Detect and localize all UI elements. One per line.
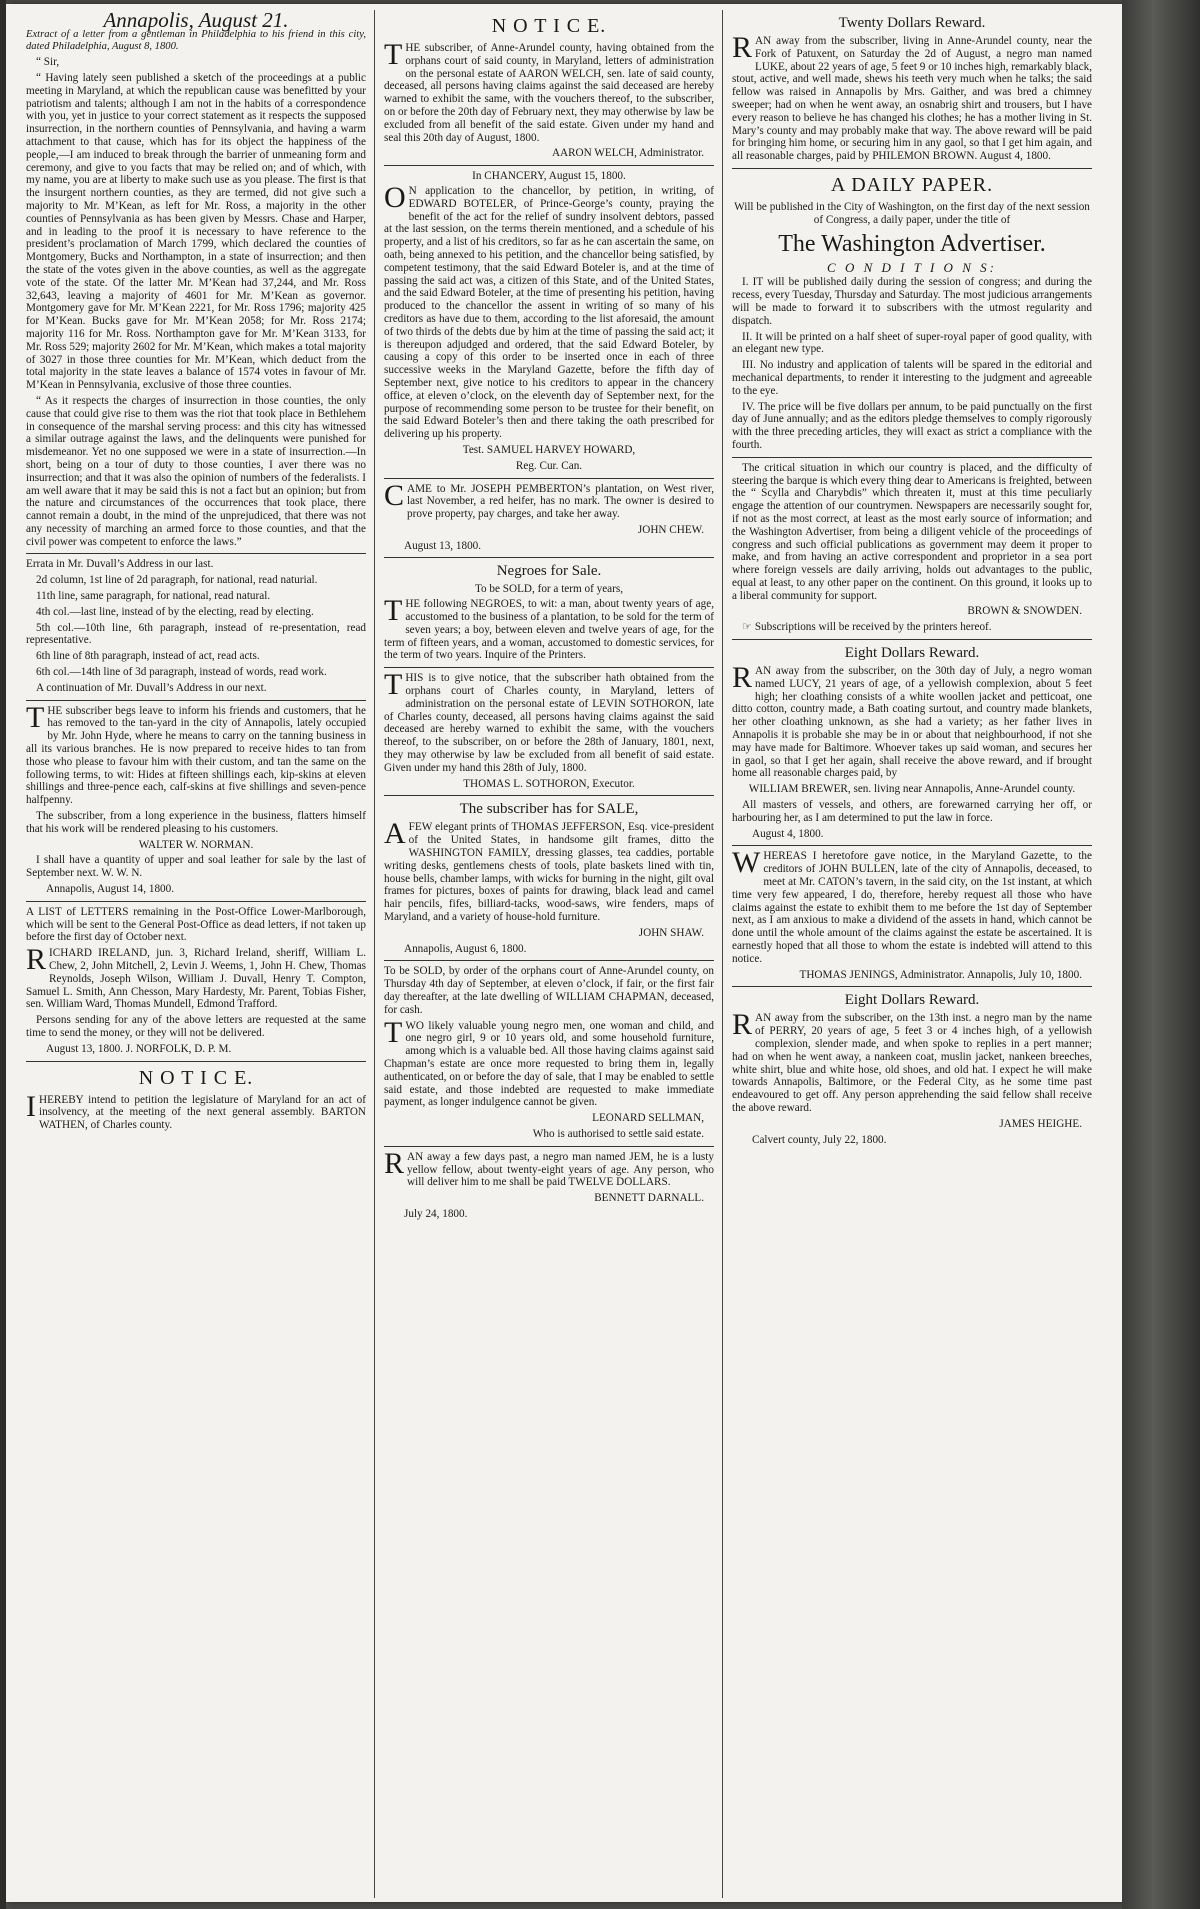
brown-snowden-signature: BROWN & SNOWDEN. bbox=[967, 605, 1082, 618]
negroes-body: THE following NEGROES, to wit: a man, about twenty years of age, accustomed to the business of a plantation, to be sold for the term of seven years; a boy, between eleven and twelve years of age, for the term of fifteen years, and a woman, accustomed to domestic services, for the term of two years. Inquire of the Printers. bbox=[384, 594, 714, 662]
separator bbox=[384, 1146, 714, 1147]
jem-date: July 24, 1800. bbox=[404, 1207, 468, 1220]
stray-heifer-signature: JOHN CHEW. bbox=[637, 523, 704, 536]
separator bbox=[732, 168, 1092, 169]
separator bbox=[26, 1061, 366, 1062]
continuation-note: A continuation of Mr. Duvall’s Address in our next. bbox=[36, 681, 267, 694]
jem-runaway-body: RAN away a few days past, a negro man named JEM, he is a lusty yellow fellow, about twenty-eight years of age. Any person, who will deliver him to me shall be paid TWELVE DOLLARS. bbox=[384, 1146, 714, 1189]
condition-4: IV. The price will be five dollars per annum, to be paid punctually on the first day of June annually; and as the editors pledge themselves to comply rigorously with the three preceding articles, they will exact as strict a compliance with the fourth. bbox=[732, 400, 1092, 451]
welch-signature: AARON WELCH, Administrator. bbox=[551, 147, 704, 160]
notice-heading: N O T I C E. bbox=[491, 15, 607, 37]
chapman-signature-note: Who is authorised to settle said estate. bbox=[532, 1127, 704, 1140]
conditions-heading: C O N D I T I O N S: bbox=[827, 259, 997, 275]
dateline-heading: Annapolis, August 21. bbox=[103, 8, 289, 32]
paper-sheet bbox=[6, 4, 1122, 1902]
column-rule bbox=[374, 10, 375, 1898]
eight-dollars-heading-1: Eight Dollars Reward. bbox=[844, 645, 980, 662]
tanner-postscript: I shall have a quantity of upper and soal leather for sale by the last of September next. W. W. N. bbox=[26, 854, 366, 880]
heighe-signature: JAMES HEIGHE. bbox=[999, 1117, 1082, 1130]
tanner-date: Annapolis, August 14, 1800. bbox=[46, 883, 175, 896]
eight-dollars-heading-2: Eight Dollars Reward. bbox=[844, 992, 980, 1009]
bullen-notice-body: WHEREAS I heretofore gave notice, in the Maryland Gazette, to the creditors of JOHN BULLEN, late of the city of Annapolis, deceased, to meet at Mr. CATON’s tavern, in the said city, on the 1st instant, at which time very few appeared, I do, therefore, hereby request all those who have claims against the estate to exhibit them to me before the 1st day of September next, as I am anxious to make a dividend of the assets in hand, which cannot be done until the whole amount of the claims against the estate be ascertained. It is earnestly hoped that all those to whom the estate is indebted will attend to this notice. bbox=[732, 846, 1092, 965]
daily-paper-heading: A DAILY PAPER. bbox=[830, 173, 994, 196]
jenings-signature: THOMAS JENINGS, Administrator. Annapolis, July 10, 1800. bbox=[799, 968, 1082, 981]
separator bbox=[732, 986, 1092, 987]
tanner-ad-para-2: The subscriber, from a long experience in the business, flatters himself that his work will be rendered pleasing to his customers. bbox=[26, 810, 366, 835]
letters-list-note: Persons sending for any of the above letters are requested at the same time to send the money, or they will not be delivered. bbox=[26, 1014, 366, 1039]
chancery-heading: In CHANCERY, August 15, 1800. bbox=[472, 170, 626, 183]
notice-heading-2: N O T I C E. bbox=[138, 1066, 254, 1089]
chancery-signature: Test. SAMUEL HARVEY HOWARD, bbox=[462, 443, 636, 456]
condition-3: III. No industry and application of talents will be spared in the editorial and mechanical departments, to render it interesting to the judgment and agreeable to the eye. bbox=[732, 359, 1092, 397]
separator bbox=[384, 557, 714, 558]
stray-heifer-body: CAME to Mr. JOSEPH PEMBERTON’s plantation, on West river, last November, a red heifer, has no mark. The owner is desired to prove property, pay charges, and take her away. bbox=[384, 478, 714, 521]
book-binding-edge bbox=[1122, 0, 1200, 1909]
stray-heifer-date: August 13, 1800. bbox=[404, 539, 482, 552]
salutation: “ Sir, bbox=[36, 56, 60, 69]
brewer-signature: WILLIAM BREWER, sen. living near Annapolis, Anne-Arundel county. bbox=[748, 783, 1076, 796]
sothoron-body: THIS is to give notice, that the subscriber hath obtained from the orphans court of Charles county, in Maryland, letters of administration on the personal estate of LEVIN SOTHORON, late of Charles county, deceased, all persons having claims against the said deceased are hereby warned to exhibit the same, with the vouchers thereof, to the subscriber, on or before the 28th of January, 1801, next, they may otherwise by law be excluded from all benefit of said estate. Given under my hand this 28th of July, 1800. bbox=[384, 668, 714, 774]
lucy-date: August 4, 1800. bbox=[752, 827, 824, 840]
errata-5: 6th line of 8th paragraph, instead of act, read acts. bbox=[36, 650, 260, 663]
extract-intro: Extract of a letter from a gentleman in Philadelphia to his friend in this city, dated Philadelphia, August 8, 1800. bbox=[26, 28, 366, 52]
errata-title: Errata in Mr. Duvall’s Address in our last. bbox=[26, 558, 214, 571]
sothoron-signature: THOMAS L. SOTHORON, Executor. bbox=[463, 777, 635, 790]
separator bbox=[384, 165, 714, 166]
chancery-signature-title: Reg. Cur. Can. bbox=[515, 459, 583, 472]
separator bbox=[384, 795, 714, 796]
condition-2: II. It will be printed on a half sheet of super-royal paper of good quality, with an elegant new type. bbox=[732, 330, 1092, 356]
tanner-ad-body: THE subscriber begs leave to inform his friends and customers, that he has removed to the tan-yard in the city of Annapolis, lately occupied by Mr. John Hyde, where he means to carry on the tanning business in all its various branches. He is now prepared to receive hides to tan from those who please to favour him with their custom, and tan the same on the following terms, to wit: Hides at fifteen shillings each, kip-skins at eleven shillings and three-pence each, calf-skins at five shillings and seven-pence halfpenny. bbox=[26, 700, 366, 807]
notice-2-body: IHEREBY intend to petition the legislature of Maryland for an act of insolvency, at the meeting of the next general assembly. BARTON WATHEN, of Charles county. bbox=[26, 1089, 366, 1132]
separator bbox=[26, 901, 366, 902]
letter-para-2: “ As it respects the charges of insurrection in those counties, the only cause that could give rise to them was the riot that took place in Bethlehem in consequence of the marshal serving process: and this city has witnessed a similar outrage against the laws, and the delinquents were punished for misdemeanor. Yet no one supposed we were in a state of insurrection.—In short, being on a tour of duty to those counties, I aver there was no insurrection; and that it was also the opinion of numbers of the federalists. I am well aware that it may be said this is not a fact but an opinion; but from the nature and circumstances of the occurrences that took place, there cannot remain a doubt, in the mind of the unprejudiced, that there was not any necessity of marching an armed force to those counties, and that the civil power was competent to enforce the laws.” bbox=[26, 394, 366, 548]
negroes-heading: Negroes for Sale. bbox=[496, 563, 602, 580]
subscriptions-note: ☞ Subscriptions will be received by the printers hereof. bbox=[742, 621, 992, 634]
letters-list-names: RICHARD IRELAND, jun. 3, Richard Ireland, sheriff, William L. Chew, 2, John Mitchell, 2, Levin J. Weems, 1, John H. Chew, Thomas Reynolds, Joseph Wilson, William J. Duvall, Henry T. Compton, Samuel L. Smith, Ann Chesson, Mary Hardesty, Mr. Parent, Tobias Fisher, sen. William Ward, Thomas Mundell, Edmond Trafford. bbox=[26, 943, 366, 1011]
critical-situation-para: The critical situation in which our country is placed, and the difficulty of steering the barque is which every thing dear to Americans is freighted, between the “ Scylla and Charybdis” which threaten it, must at this time peculiarly engage the attention of our countrymen. Newspapers are necessarily sought for, if not as the most correct, at least as the most early source of information; and the Washington Advertiser, from being a diligent vehicle of the proceedings of congress and such official publications as government may deem it proper to make, and from having an active correspondent and proprietor in a sea port where foreign vessels are daily arriving, holds out advantages to the public, equal at least, to any other paper on the continent. On this ground, it looks up to a liberal community for support. bbox=[732, 461, 1092, 602]
washington-advertiser-title: The Washington Advertiser. bbox=[778, 230, 1046, 257]
daily-paper-intro: Will be published in the City of Washington, on the first day of the next session of Congress, a daily paper, under the title of bbox=[734, 200, 1090, 226]
perry-runaway-body: RAN away from the subscriber, on the 13th inst. a negro man by the name of PERRY, 20 years of age, 5 feet 3 or 4 inches high, of a yellowish complexion, slender made, and when spoke to replies in a pert manner; had on when he went away, a nankeen coat, muslin jacket, nankeen breeches, white shirt, blue and white hose, old shoes, and old hat. I expect he will make towards Annapolis, Baltimore, or the Federal City, as he some time past endeavoured to get off. Any person apprehending the said fellow shall receive the above reward. bbox=[732, 1008, 1092, 1114]
separator bbox=[384, 667, 714, 668]
chapman-body: TWO likely valuable young negro men, one woman and child, and one negro girl, 9 or 10 years old, and some household furniture, among which is a valuable bed. All those having claims against said Chapman’s estate are once more requested to bring them in, legally authenticated, on or before the day of sale, that I may be enabled to settle said estate, and those indebted are requested to make immediate payment, as longer indulgence cannot be given. bbox=[384, 1015, 714, 1109]
perry-date: Calvert county, July 22, 1800. bbox=[752, 1133, 887, 1146]
column-2 bbox=[384, 10, 714, 1224]
errata-3: 4th col.—last line, instead of by the electing, read by electing. bbox=[36, 605, 314, 618]
column-rule bbox=[722, 10, 723, 1898]
jem-signature: BENNETT DARNALL. bbox=[594, 1192, 704, 1205]
masters-warning: All masters of vessels, and others, are forewarned carrying her off, or harbouring her, as I am determined to put the law in force. bbox=[732, 799, 1092, 824]
negroes-subheading: To be SOLD, for a term of years, bbox=[474, 583, 624, 596]
errata-1: 2d column, 1st line of 2d paragraph, for national, read naturial. bbox=[36, 574, 318, 587]
sale-body: AFEW elegant prints of THOMAS JEFFERSON, Esq. vice-president of the United States, in handsome gilt frames, ditto the WASHINGTON FAMILY, dressing glasses, tea caddies, portable writing desks, gentlemens chests of tools, plate baskets lined with tin, house bells, chamber lamps, with wicks for burning in the night, gilt oval frames for pictures, boxes of paints for drawing, black lead and camel hair pencils, fifes, billiard-tacks, wood-saws, wire fenders, maps of Maryland, and a variety of house-hold furniture. bbox=[384, 817, 714, 924]
sale-heading: The subscriber has for SALE, bbox=[459, 801, 639, 818]
errata-6: 6th col.—14th line of 3d paragraph, instead of words, read work. bbox=[36, 666, 327, 679]
chapman-intro: To be SOLD, by order of the orphans court of Anne-Arundel county, on Thursday 4th day of September, at eleven o’clock, if fair, or the first fair day thereafter, at the late dwelling of WILLIAM CHAPMAN, deceased, for cash. bbox=[384, 965, 714, 1016]
letters-list-date-sig: August 13, 1800. J. NORFOLK, D. P. M. bbox=[46, 1042, 232, 1055]
separator bbox=[26, 553, 366, 554]
lucy-runaway-body: RAN away from the subscriber, on the 30th day of July, a negro woman named LUCY, 21 years of age, of a yellowish complexion, about 5 feet high; her cloathing consists of a white woollen jacket and petticoat, one ditto cotton, country made, a Bath coating surtout, and country made blankets, her other cloathing unknown, as she had a variety; as her father lives in Annapolis it is probable she may be in or about that neighbourhood, if not she may have made for Baltimore. Whoever takes up said woman, and secures her in gaol, so that I get her again, shall receive the above reward, and if brought home all reasonable charges paid, by bbox=[732, 661, 1092, 780]
letter-para-1: “ Having lately seen published a sketch of the proceedings at a public meeting in Maryland, at which the republican cause was benefitted by your patriotism and talents; although I am not in the habits of a correspondence with you, yet in justice to your correct statement as it respects the supposed insurrection, in the northern counties of Pennsylvania, and having a warm attachment to that cause, which has for its object the happiness of the people,—I am induced to break through the barrier of unmeaning form and ceremony, and give to you facts that may be relied on; and of which, with my name, you are at liberty to make such use as you please. The first is that the insurgent northern counties, as they are termed, did not give such a majority to Mr. M’Kean, as left for Mr. Ross, a majority in the other counties of Pennsylvania as has been given by Messrs. Chase and Harper, and in leading to the proof it is necessary to have reference to the president’s proclamation of March 1799, which declared the counties of Montgomery, Bucks and Northampton, in a state of insurrection; and then the state of the votes given in the above counties, as well as the aggregate vote of the state. Of the latter Mr. M’Kean had 37,244, and Mr. Ross 32,643, leaving a majority of 4601 for Mr. M’Kean as governor. Montgomery gave for Mr. M’Kean 2221, for Mr. Ross 1796; majority 425 for M’Kean. Bucks gave for Mr. M’Kean 2058; for Mr. Ross 2174; majority 116 for Mr. Ross. Northampton gave for Mr. M’Kean 3133, for Mr. Ross 529; majority 2602 for Mr. M’Kean, which makes a total majority of 3027 in those three counties for Mr. M’Kean, which deduct from the total majority in the state leaves a balance of 1574 votes in favour of Mr. M’Kean in Pennsylvania, exclusive of those three counties. bbox=[26, 72, 366, 392]
chancery-body: ON application to the chancellor, by petition, in writing, of EDWARD BOTELER, of Prince-George’s county, praying the benefit of the act for the relief of sundry insolvent debtors, passed at the last session, on the terms therein mentioned, and a schedule of his property, and a list of his creditors, so far as he can ascertain the same, on oath, being annexed to his petition, and the chancellor being satisfied, by competent testimony, that the said Edward Boteler is, and at the time of passing the said act was, a citizen of this State, and of the United States, and the said Edward Boteler, at the time of presenting his petition, having produced to the chancellor the assent in writing of so many of his creditors as have due to them, according to the list aforesaid, the amount of two thirds of the debts due by him at the time of passing the said act; it is thereupon adjudged and ordered, that the said Edward Boteler, by causing a copy of this order to be inserted once in each of three successive weeks in the Maryland Gazette, before the fifth day of September next, give notice to his creditors to appear in the chancery office, at eleven o’clock, on the eleventh day of September next, for the purpose of recommending some person to be trustee for their benefit, on the said Edward Boteler’s then and there taking the oath prescribed for delivering up his property. bbox=[384, 180, 714, 441]
column-3 bbox=[732, 10, 1092, 1149]
separator bbox=[732, 845, 1092, 846]
separator bbox=[384, 960, 714, 961]
separator bbox=[732, 639, 1092, 640]
sale-signature: JOHN SHAW. bbox=[638, 926, 704, 939]
luke-runaway-body: RAN away from the subscriber, living in Anne-Arundel county, near the Fork of Patuxent, on Saturday the 2d of August, a negro man named LUKE, about 22 years of age, 5 feet 9 or 10 inches high, remarkably black, stout, active, and well made, shews his teeth very much when he talks; the said fellow was raised in Annapolis by Mrs. Gaither, and was bred a chimney sweeper; had on when he went away, an osnabrig shirt and trousers, but I have every reason to believe he has changed his clothes; he has a mother living in St. Mary’s county and may probably make that way. The above reward will be paid for bringing him home, or securing him in any gaol, so that I get him again, and all reasonable charges, paid by PHILEMON BROWN. August 4, 1800. bbox=[732, 31, 1092, 163]
condition-1: I. IT will be published daily during the session of congress; and during the recess, every Tuesday, Thursday and Saturday. The most judicious arrangements will be made to forward it to subscribers with the utmost regularity and dispatch. bbox=[732, 276, 1092, 327]
errata-4: 5th col.—10th line, 6th paragraph, instead of re-presentation, read representative. bbox=[26, 621, 366, 647]
tanner-signature: WALTER W. NORMAN. bbox=[138, 838, 254, 851]
errata-2: 11th line, same paragraph, for national, read natural. bbox=[36, 590, 271, 603]
column-1 bbox=[26, 10, 366, 1135]
letters-list-intro: A LIST of LETTERS remaining in the Post-Office Lower-Marlborough, which will be sent to the General Post-Office as dead letters, if not taken up before the first day of October next. bbox=[26, 905, 366, 944]
separator bbox=[384, 478, 714, 479]
welch-notice-body: THE subscriber, of Anne-Arundel county, having obtained from the orphans court of said county, in Maryland, letters of administration on the personal estate of AARON WELCH, sen. late of said county, deceased, all persons having claims against the said deceased are hereby warned to exhibit the same, with the vouchers thereof, to the subscriber, on or before the 20th day of February next, they may otherwise by law be excluded from all benefit of the said estate. Given under my hand and seal this 20th day of August, 1800. bbox=[384, 38, 714, 144]
sale-date: Annapolis, August 6, 1800. bbox=[404, 942, 527, 955]
separator bbox=[732, 457, 1092, 458]
chapman-signature: LEONARD SELLMAN, bbox=[592, 1112, 704, 1125]
twenty-dollars-heading: Twenty Dollars Reward. bbox=[838, 15, 986, 31]
separator bbox=[26, 700, 366, 701]
